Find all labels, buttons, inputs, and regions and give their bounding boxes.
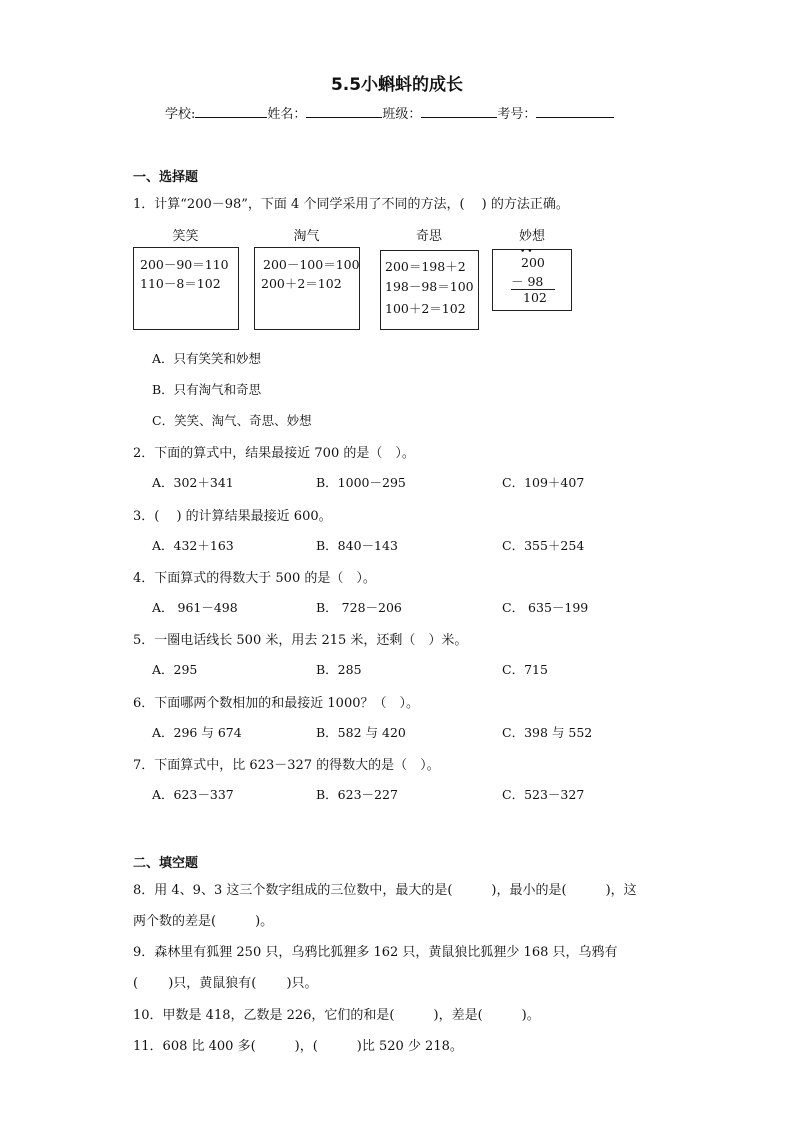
q6-option-c[interactable]: C．398 与 552 [502,725,593,740]
question-8-line-1: 8．用 4、9、3 这三个数字组成的三位数中，最大的是( )，最小的是( )，这 [133,883,637,898]
question-9-line-1: 9．森林里有狐狸 250 只，乌鸦比狐狸多 162 只，黄鼠狼比狐狸少 168 只，乌鸦有 [133,945,618,960]
q7-option-c[interactable]: C．523－327 [502,787,585,802]
section-heading-choice: 一、选择题 [133,170,199,185]
q1-option-b[interactable]: B．只有淘气和奇思 [152,382,262,397]
school-label: 学校: [165,107,196,122]
student-name-qisi: 奇思 [415,229,442,244]
question-7-stem: 7．下面算式中，比 623－327 的得数大的是（ ）。 [133,758,440,773]
method-line: 200－90＝110 [140,257,229,272]
q2-option-c[interactable]: C．109＋407 [502,475,585,490]
q7-option-b[interactable]: B．623－227 [316,787,398,802]
school-blank[interactable] [195,105,267,118]
q5-option-c[interactable]: C．715 [502,662,548,677]
student-name-xiaoxiao: 笑笑 [172,229,199,244]
vertical-subtrahend: － 98 [511,274,544,289]
method-box-xiaoxiao [133,247,239,330]
borrow-dots: •• [520,247,535,257]
question-8-line-2: 两个数的差是( )。 [133,914,274,929]
name-label: 姓名： [267,107,307,122]
q3-option-c[interactable]: C．355＋254 [502,538,585,553]
q1-option-c[interactable]: C．笑笑、淘气、奇思、妙想 [152,413,312,428]
question-11-stem: 11．608 比 400 多( )，( )比 520 少 218。 [133,1039,463,1054]
vertical-minuend: 200 [521,255,545,270]
question-6-stem: 6．下面哪两个数相加的和最接近 1000？（ ）。 [133,696,419,711]
page-title: 5.5小蝌蚪的成长 [330,75,464,95]
q3-option-b[interactable]: B．840－143 [316,538,398,553]
question-10-stem: 10．甲数是 418，乙数是 226，它们的和是( )，差是( )。 [133,1008,540,1023]
student-name-miaoxiang: 妙想 [518,229,545,244]
q5-option-a[interactable]: A．295 [152,662,198,677]
class-blank[interactable] [421,105,497,118]
method-line: 100＋2＝102 [385,301,466,316]
question-4-stem: 4．下面算式的得数大于 500 的是（ ）。 [133,571,376,586]
exam-no-blank[interactable] [536,105,614,118]
q7-option-a[interactable]: A．623－337 [152,787,234,802]
q4-option-a[interactable]: A． 961－498 [152,600,238,615]
q4-option-b[interactable]: B． 728－206 [316,600,402,615]
q2-option-a[interactable]: A．302＋341 [152,475,234,490]
q6-option-b[interactable]: B．582 与 420 [316,725,406,740]
question-3-stem: 3．( ) 的计算结果最接近 600。 [133,509,332,524]
q4-option-c[interactable]: C． 635－199 [502,600,589,615]
exam-no-label: 考号： [497,107,537,122]
q2-option-b[interactable]: B．1000－295 [316,475,406,490]
name-blank[interactable] [306,105,382,118]
class-label: 班级： [382,107,422,122]
method-box-qisi [380,250,479,330]
method-line: 200＋2＝102 [261,276,342,291]
method-box-taoqi [254,247,360,330]
q6-option-a[interactable]: A．296 与 674 [152,725,242,740]
method-line: 110－8＝102 [140,276,221,291]
q3-option-a[interactable]: A．432＋163 [152,538,234,553]
q5-option-b[interactable]: B．285 [316,662,362,677]
q1-option-a[interactable]: A．只有笑笑和妙想 [152,351,262,366]
method-line: 200＝198＋2 [385,259,466,274]
question-1-stem: 1．计算“200－98”，下面 4 个同学采用了不同的方法，( ) 的方法正确。 [133,197,569,212]
vertical-result: 102 [523,290,547,305]
student-name-taoqi: 淘气 [293,229,320,244]
question-9-line-2: ( )只，黄鼠狼有( )只。 [133,976,318,991]
method-box-miaoxiang [492,249,572,311]
question-2-stem: 2．下面的算式中，结果最接近 700 的是（ ）。 [133,446,415,461]
section-heading-fill: 二、填空题 [133,856,199,871]
method-line: 200－100＝100 [263,257,360,272]
question-5-stem: 5．一圈电话线长 500 米，用去 215 米，还剩（ ）米。 [133,633,468,648]
student-info-line [165,103,614,122]
method-line: 198－98＝100 [385,279,474,294]
